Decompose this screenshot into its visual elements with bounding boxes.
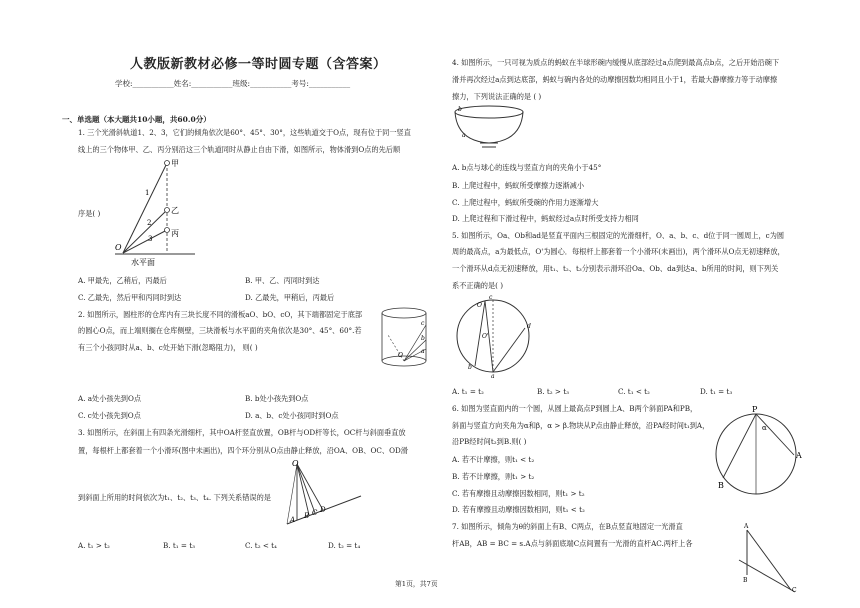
q5-line1: 5. 如图所示，Oa、Ob和ad是竖直平面内三根固定的光滑细杆，O、a、b、c、d位于同一圆周上，c为圆 [452, 231, 785, 240]
q6-fig-alpha: α [762, 424, 767, 432]
q2-fig-b: b [421, 335, 425, 342]
q1-fig-n2: 2 [147, 219, 152, 227]
q4-line2: 滑并再次经过a点到达底部，蚂蚁与碗内各处的动摩擦因数均相同且小于1，若最大静摩擦力等于动摩擦 [452, 75, 778, 84]
q1-fig-ground: 水平面 [131, 258, 155, 267]
q5-fig-a: a [491, 373, 495, 378]
q3-line1: 3. 如图所示，在斜面上有四条光滑细杆，其中OA杆竖直放置，OB杆与OD杆等长，OC杆与斜面垂直放 [78, 428, 406, 437]
q3-fig-a: A [290, 516, 296, 524]
q5-fig-b: b [468, 364, 472, 371]
q4-line3: 擦力，下列说法正确的是 ( ) [452, 92, 542, 101]
q3-option-d[interactable]: D. t₂ = t₄ [328, 541, 361, 550]
q4-option-d[interactable]: D. 上爬过程和下滑过程中，蚂蚁经过a点时所受支持力相同 [452, 214, 639, 223]
q5-option-d[interactable]: D. t₁ = t₃ [700, 387, 733, 396]
q1-fig-bing: 丙 [171, 229, 179, 238]
q7-line1: 7. 如图所示，倾角为θ的斜面上有B、C两点，在B点竖直地固定一光滑直 [452, 522, 683, 531]
q3-fig-o: O [292, 459, 299, 468]
q5-fig-d: d [527, 323, 531, 330]
q2-fig-o: O [398, 352, 403, 359]
q4-option-b[interactable]: B. 上爬过程中，蚂蚁所受摩擦力逐渐减小 [452, 181, 585, 190]
q1-fig-jia: 甲 [171, 159, 179, 168]
q4-fig-b: b [458, 106, 462, 113]
q6-fig-p: P [752, 405, 758, 414]
q5-figure [455, 292, 535, 378]
q1-fig-n3: 3 [148, 235, 153, 243]
q6-line2: 斜面与竖直方向夹角为α和β，α > β.物块从P点由静止释放，沿PA经时间t₁到A， [452, 421, 710, 430]
q7-line2: 杆AB，AB = BC = s.A点与斜面底端C点间置有一光滑的直杆AC.两杆上各 [452, 539, 693, 548]
q6-fig-b: B [718, 481, 724, 490]
q3-option-a[interactable]: A. t₁ > t₂ [78, 541, 110, 550]
q1-option-a[interactable]: A. 甲最先，乙稍后，丙最后 [78, 276, 167, 285]
q4-line1: 4. 如图所示，一只可视为质点的蚂蚁在半球形碗内缓慢从底部经过a点爬到最高点b点，之后开始沿碗下 [452, 58, 780, 67]
q6-line3: 沿PB经时间t₂到B.则( ) [452, 437, 527, 446]
q2-figure [378, 305, 430, 370]
q5-option-c[interactable]: C. t₁ < t₂ [618, 387, 650, 396]
q1-option-b[interactable]: B. 甲、乙、丙同时到达 [245, 276, 320, 285]
q3-option-b[interactable]: B. t₁ = t₃ [163, 541, 195, 550]
q6-option-d[interactable]: D. 若有摩擦且动摩擦因数相同，则t₁ < t₂ [452, 505, 585, 514]
q1-line3: 序是( ) [78, 209, 101, 218]
q2-option-a[interactable]: A. a处小孩先到O点 [78, 394, 142, 403]
q2-option-d[interactable]: D. a、b、c处小孩同时到O点 [245, 411, 339, 420]
q5-fig-op: O' [482, 333, 489, 340]
page-title: 人教版新教材必修一等时圆专题（含答案） [130, 57, 387, 72]
q4-option-a[interactable]: A. b点与球心的连线与竖直方向的夹角小于45° [452, 163, 602, 172]
q1-option-d[interactable]: D. 乙最先，甲稍后，丙最后 [245, 293, 335, 302]
q1-figure [115, 155, 200, 267]
q7-fig-c: C [792, 587, 797, 594]
q2-line2: 的圆心O点，而上端则搁在仓库侧壁，三块滑板与水平面的夹角依次是30°、45°、60°.若 [78, 326, 362, 335]
q1-option-c[interactable]: C. 乙最先，然后甲和丙同时到达 [78, 293, 182, 302]
q1-fig-n1: 1 [145, 189, 150, 197]
q6-figure [710, 402, 805, 500]
q4-figure [452, 103, 530, 151]
q5-line3: 一个滑环从d点无初速释放，用t₁、t₂、t₃分别表示滑环沿Oa、Ob、da到达a、b所用的时间，则下列关 [452, 264, 779, 273]
q7-fig-b: B [743, 577, 748, 584]
q1-fig-o: O [115, 243, 122, 252]
q4-fig-a: a [462, 132, 466, 139]
q1-line2: 线上的三个物体甲、乙、丙分别沿这三个轨道同时从静止自由下滑，如图所示，物体滑到O点的先后顺 [78, 145, 401, 154]
q6-line1: 6. 如图为竖直面内的一个圆，从圆上最高点P到圆上A、B两个斜面PA和PB， [452, 404, 698, 413]
q2-line3: 有三个小孩同时从a、b、c处开始下滑(忽略阻力)， 则( ) [78, 343, 258, 352]
q1-line1: 1. 三个光滑斜轨道1、2、3，它们的倾角依次是60°、45°、30°，这些轨道交于O点，现有位于同一竖直 [78, 128, 411, 137]
q3-fig-c: C [312, 509, 318, 517]
q5-line4: 系不正确的是( ) [452, 281, 504, 290]
q3-figure [285, 458, 365, 530]
q1-fig-yi: 乙 [171, 206, 179, 215]
q5-option-a[interactable]: A. t₁ = t₂ [452, 387, 484, 396]
q7-fig-a: A [744, 523, 749, 530]
q6-option-b[interactable]: B. 若不计摩擦，则t₁ > t₂ [452, 472, 535, 481]
q2-fig-a: a [421, 348, 425, 355]
student-info-line: 学校:___________姓名:___________班级:___________考号:___________ [115, 79, 351, 88]
q7-figure [735, 520, 801, 598]
section-heading: 一、单选题（本大题共10小题，共60.0分） [62, 115, 211, 124]
q5-fig-c: c [489, 294, 493, 301]
q2-fig-c: c [421, 320, 425, 327]
page-footer: 第1页，共7页 [395, 580, 438, 588]
q2-option-c[interactable]: C. c处小孩先到O点 [78, 411, 141, 420]
q6-fig-a: A [796, 451, 802, 460]
q3-fig-b: B [304, 512, 310, 520]
q2-line1: 2. 如图所示，圆柱形的仓库内有三块长度不同的滑板aO、bO、cO，其下端都固定于底部 [78, 310, 363, 319]
q3-option-c[interactable]: C. t₂ < t₄ [245, 541, 277, 550]
q2-option-b[interactable]: B. b处小孩先到O点 [245, 394, 309, 403]
q3-fig-d: D [320, 506, 326, 514]
q6-option-c[interactable]: C. 若有摩擦且动摩擦因数相同，则t₁ > t₂ [452, 489, 585, 498]
q3-line3: 到斜面上所用的时间依次为t₁、t₂、t₃、t₄. 下列关系错误的是 [78, 493, 271, 502]
q3-line2: 置，每根杆上都套着一个小滑环(图中未画出)，四个环分别从O点由静止释放，沿OA、OB、OC、OD滑 [78, 446, 408, 455]
q4-option-c[interactable]: C. 上爬过程中，蚂蚁所受碗的作用力逐渐增大 [452, 198, 599, 207]
q6-option-a[interactable]: A. 若不计摩擦，则t₁ < t₂ [452, 455, 535, 464]
q5-option-b[interactable]: B. t₂ > t₃ [537, 387, 569, 396]
q5-fig-o: O [477, 302, 482, 309]
q5-line2: 周的最高点，a为最低点，O'为圆心．每根杆上都套着一个小滑环(未画出)，两个滑环从O点无初速释放， [452, 247, 785, 256]
